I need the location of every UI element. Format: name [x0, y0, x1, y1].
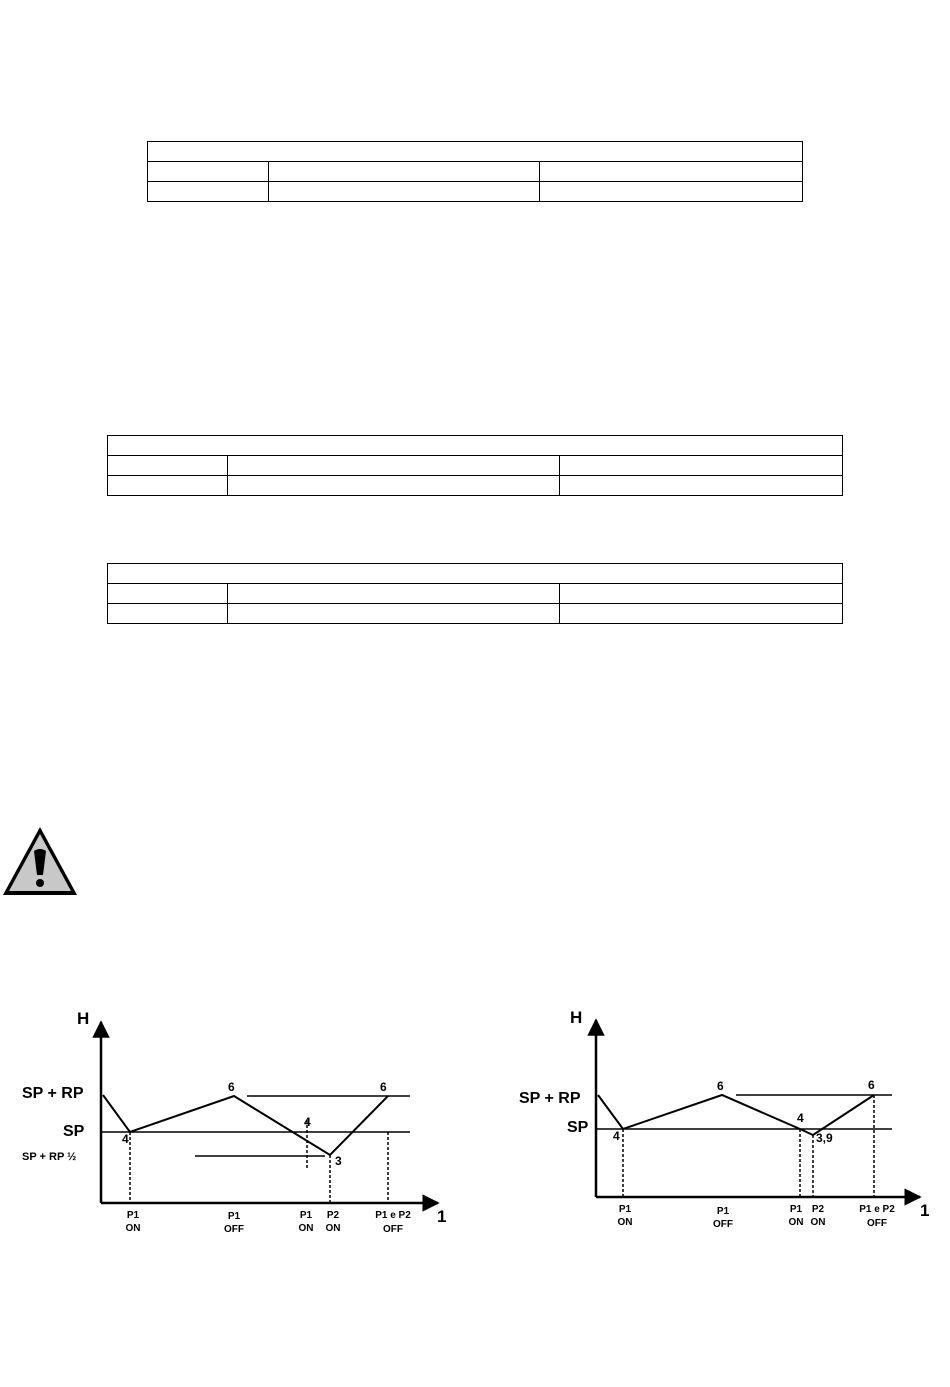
table-cell: [108, 476, 228, 496]
event-label: ON: [810, 1217, 826, 1228]
event-label: ON: [325, 1223, 341, 1234]
x-axis-label: 1: [920, 1201, 930, 1220]
table-header-cell: [148, 142, 803, 162]
sp-label: SP: [567, 1119, 589, 1136]
table-cell: [560, 476, 843, 496]
table-header-row: [148, 142, 803, 162]
table-cell: [228, 456, 560, 476]
y-axis-label: H: [570, 1008, 583, 1027]
point-label: 4: [613, 1129, 620, 1143]
point-label: 3: [335, 1154, 342, 1168]
level-curve: [103, 1095, 388, 1155]
event-label: P1: [618, 1204, 632, 1215]
table-cell: [148, 182, 269, 202]
point-label: 6: [228, 1080, 235, 1094]
table-header-row: [108, 564, 843, 584]
event-label: P1: [126, 1210, 140, 1221]
table-cell: [540, 182, 803, 202]
table-row: [108, 476, 843, 496]
point-label: 6: [380, 1080, 387, 1094]
sp-rp-label: SP + RP: [22, 1085, 84, 1102]
table-cell: [108, 456, 228, 476]
sp-rp-half-label: SP + RP ½: [22, 1151, 77, 1163]
table-cell: [560, 456, 843, 476]
table-row: [108, 584, 843, 604]
table-cell: [228, 476, 560, 496]
event-label: P2: [811, 1204, 825, 1215]
y-axis-label: H: [77, 1009, 90, 1028]
point-label: 4: [797, 1111, 804, 1125]
point-label: 4: [304, 1115, 311, 1129]
table-cell: [108, 584, 228, 604]
event-label: P1 e P2: [859, 1204, 895, 1215]
table-3: [107, 563, 843, 624]
sp-label: SP: [63, 1123, 85, 1140]
event-label: ON: [125, 1223, 141, 1234]
point-label: 4: [122, 1132, 129, 1146]
event-label: OFF: [224, 1224, 244, 1235]
table-cell: [269, 162, 540, 182]
x-axis-label: 1: [437, 1207, 447, 1226]
table-1: [147, 141, 803, 202]
event-label: ON: [788, 1217, 804, 1228]
table-header-row: [108, 436, 843, 456]
table-cell: [148, 162, 269, 182]
event-label: P2: [326, 1210, 340, 1221]
event-label: P1: [789, 1204, 803, 1215]
table-row: [148, 162, 803, 182]
table-cell: [540, 162, 803, 182]
table-cell: [228, 584, 560, 604]
event-label: ON: [298, 1223, 314, 1234]
warning-triangle-icon: [1, 825, 79, 897]
table-cell: [228, 604, 560, 624]
event-label: P1: [227, 1211, 241, 1222]
table-2: [107, 435, 843, 496]
event-label: P1: [299, 1210, 313, 1221]
point-label: 6: [717, 1079, 724, 1093]
table-row: [108, 604, 843, 624]
event-label: P1 e P2: [375, 1210, 411, 1221]
event-label: OFF: [867, 1218, 887, 1229]
table-header-cell: [108, 564, 843, 584]
table-cell: [108, 604, 228, 624]
event-label: OFF: [713, 1219, 733, 1230]
event-label: OFF: [383, 1224, 403, 1235]
table-row: [148, 182, 803, 202]
table-header-cell: [108, 436, 843, 456]
table-cell: [269, 182, 540, 202]
point-label: 3,9: [816, 1131, 833, 1145]
point-label: 6: [868, 1078, 875, 1092]
table-cell: [560, 584, 843, 604]
level-diagram-right: [510, 1000, 950, 1250]
level-diagram-left: [0, 1000, 470, 1250]
table-row: [108, 456, 843, 476]
event-label: P1: [716, 1206, 730, 1217]
table-cell: [560, 604, 843, 624]
sp-rp-label: SP + RP: [519, 1090, 581, 1107]
event-label: ON: [617, 1217, 633, 1228]
